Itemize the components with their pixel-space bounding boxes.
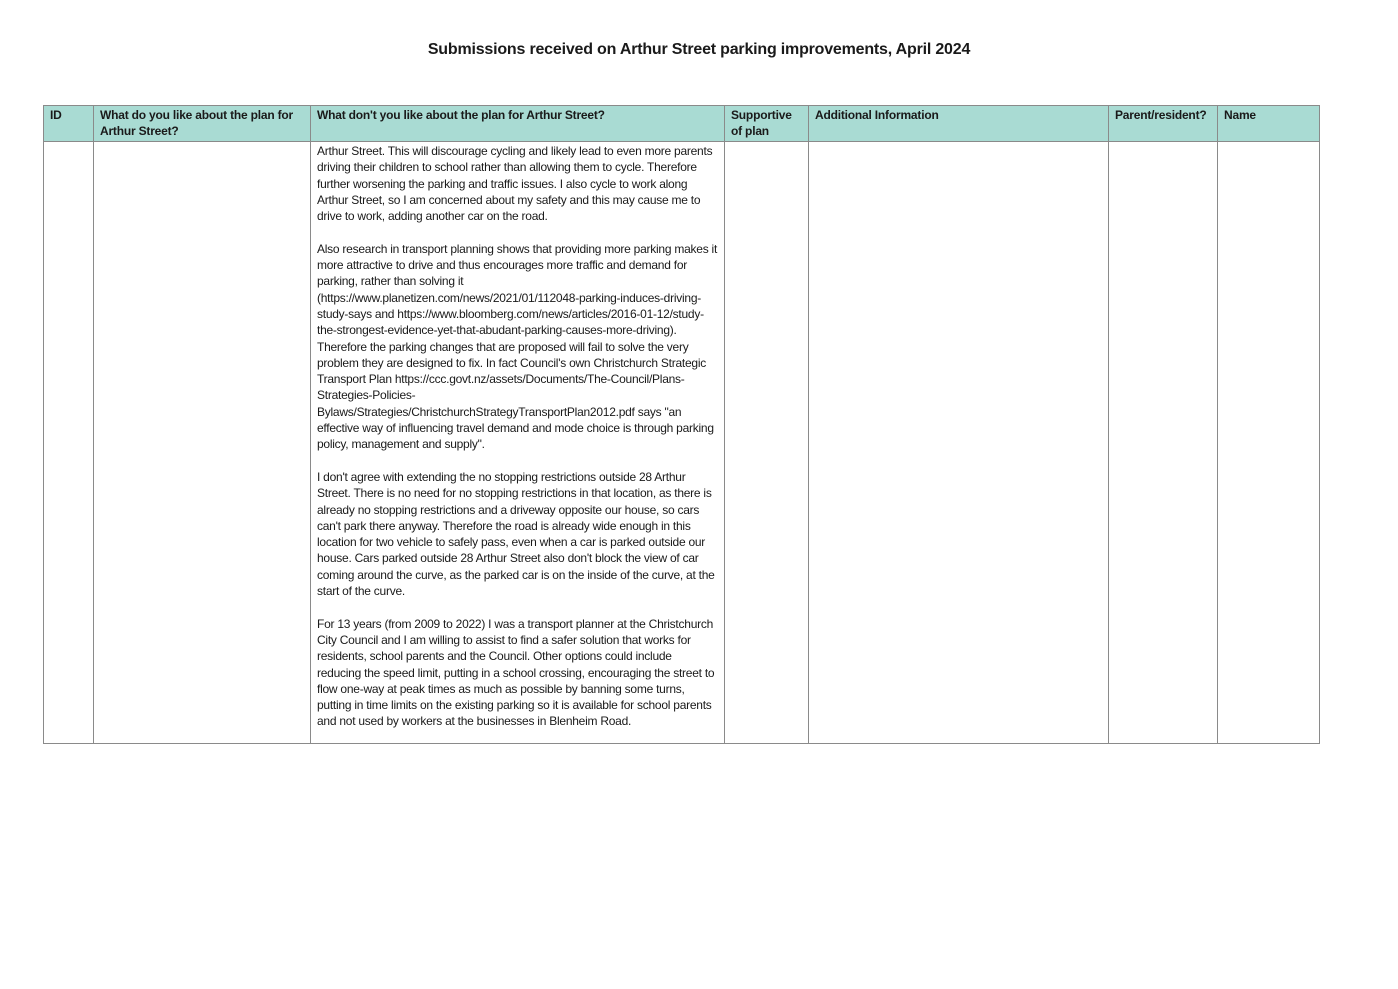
cell-additional-info [809, 142, 1109, 744]
dislikes-paragraph: I don't agree with extending the no stopping restrictions outside 28 Arthur Street. There is no need for no stopping restrictions in that location, as there is already no stopping restrictions and a driveway opposite our house, so cars can't park there anyway. Therefore the road is already wide enough in this location for two vehicle to safely pass, even when a car is parked outside our house. Cars parked outside 28 Arthur Street also don't block the view of car coming around the curve, as the parked car is on the inside of the curve, at the start of the curve. [317, 469, 715, 599]
cell-supportive [725, 142, 809, 744]
dislikes-paragraph: Arthur Street. This will discourage cycling and likely lead to even more parents driving their children to school rather than allowing them to cycle. Therefore further worsening the parking and traffic issues. I also cycle to work along Arthur Street, so I am concerned about my safety and this may cause me to drive to work, adding another car on the road. [317, 144, 713, 224]
cell-dislikes [311, 142, 725, 744]
column-header-dislikes: What don't you like about the plan for Arthur Street? [311, 106, 725, 142]
table-header-row [44, 106, 1320, 142]
dislikes-paragraph: Also research in transport planning shows that providing more parking makes it more attractive to drive and thus encourages more traffic and demand for parking, rather than solving it (https://www.planetizen.com/news/2021/01/112048-parking-induces-driving-study-says and https://www.bloomberg.com/news/articles/2016-01-12/study-the-strongest-evidence-yet-that-abudant-parking-causes-more-driving). Therefore the parking changes that are proposed will fail to solve the very problem they are designed to fix. In fact Council's own Christchurch Strategic Transport Plan https://ccc.govt.nz/assets/Documents/The-Council/Plans-Strategies-Policies-Bylaws/Strategies/ChristchurchStrategyTransportPlan2012.pdf says "an effective way of influencing travel demand and mode choice is through parking policy, management and supply". [317, 241, 718, 452]
column-header-additional-info: Additional Information [809, 106, 1109, 142]
column-header-supportive: Supportive of plan [725, 106, 809, 142]
column-header-id: ID [44, 106, 94, 142]
cell-parent-resident [1109, 142, 1218, 744]
column-header-likes: What do you like about the plan for Arthur Street? [94, 106, 311, 142]
dislikes-paragraph: For 13 years (from 2009 to 2022) I was a transport planner at the Christchurch City Council and I am willing to assist to find a safer solution that works for residents, school parents and the Council. Other options could include reducing the speed limit, putting in a school crossing, encouraging the street to flow one-way at peak times as much as possible by banning some turns, putting in time limits on the existing parking so it is available for school parents and not used by workers at the businesses in Blenheim Road. [317, 616, 715, 729]
column-header-name: Name [1218, 106, 1320, 142]
page-title: Submissions received on Arthur Street parking improvements, April 2024 [427, 41, 971, 58]
cell-id [44, 142, 94, 744]
column-header-parent-resident: Parent/resident? [1109, 106, 1218, 142]
submissions-table [43, 105, 1320, 744]
table-row [44, 142, 1320, 744]
cell-name [1218, 142, 1320, 744]
cell-likes [94, 142, 311, 744]
